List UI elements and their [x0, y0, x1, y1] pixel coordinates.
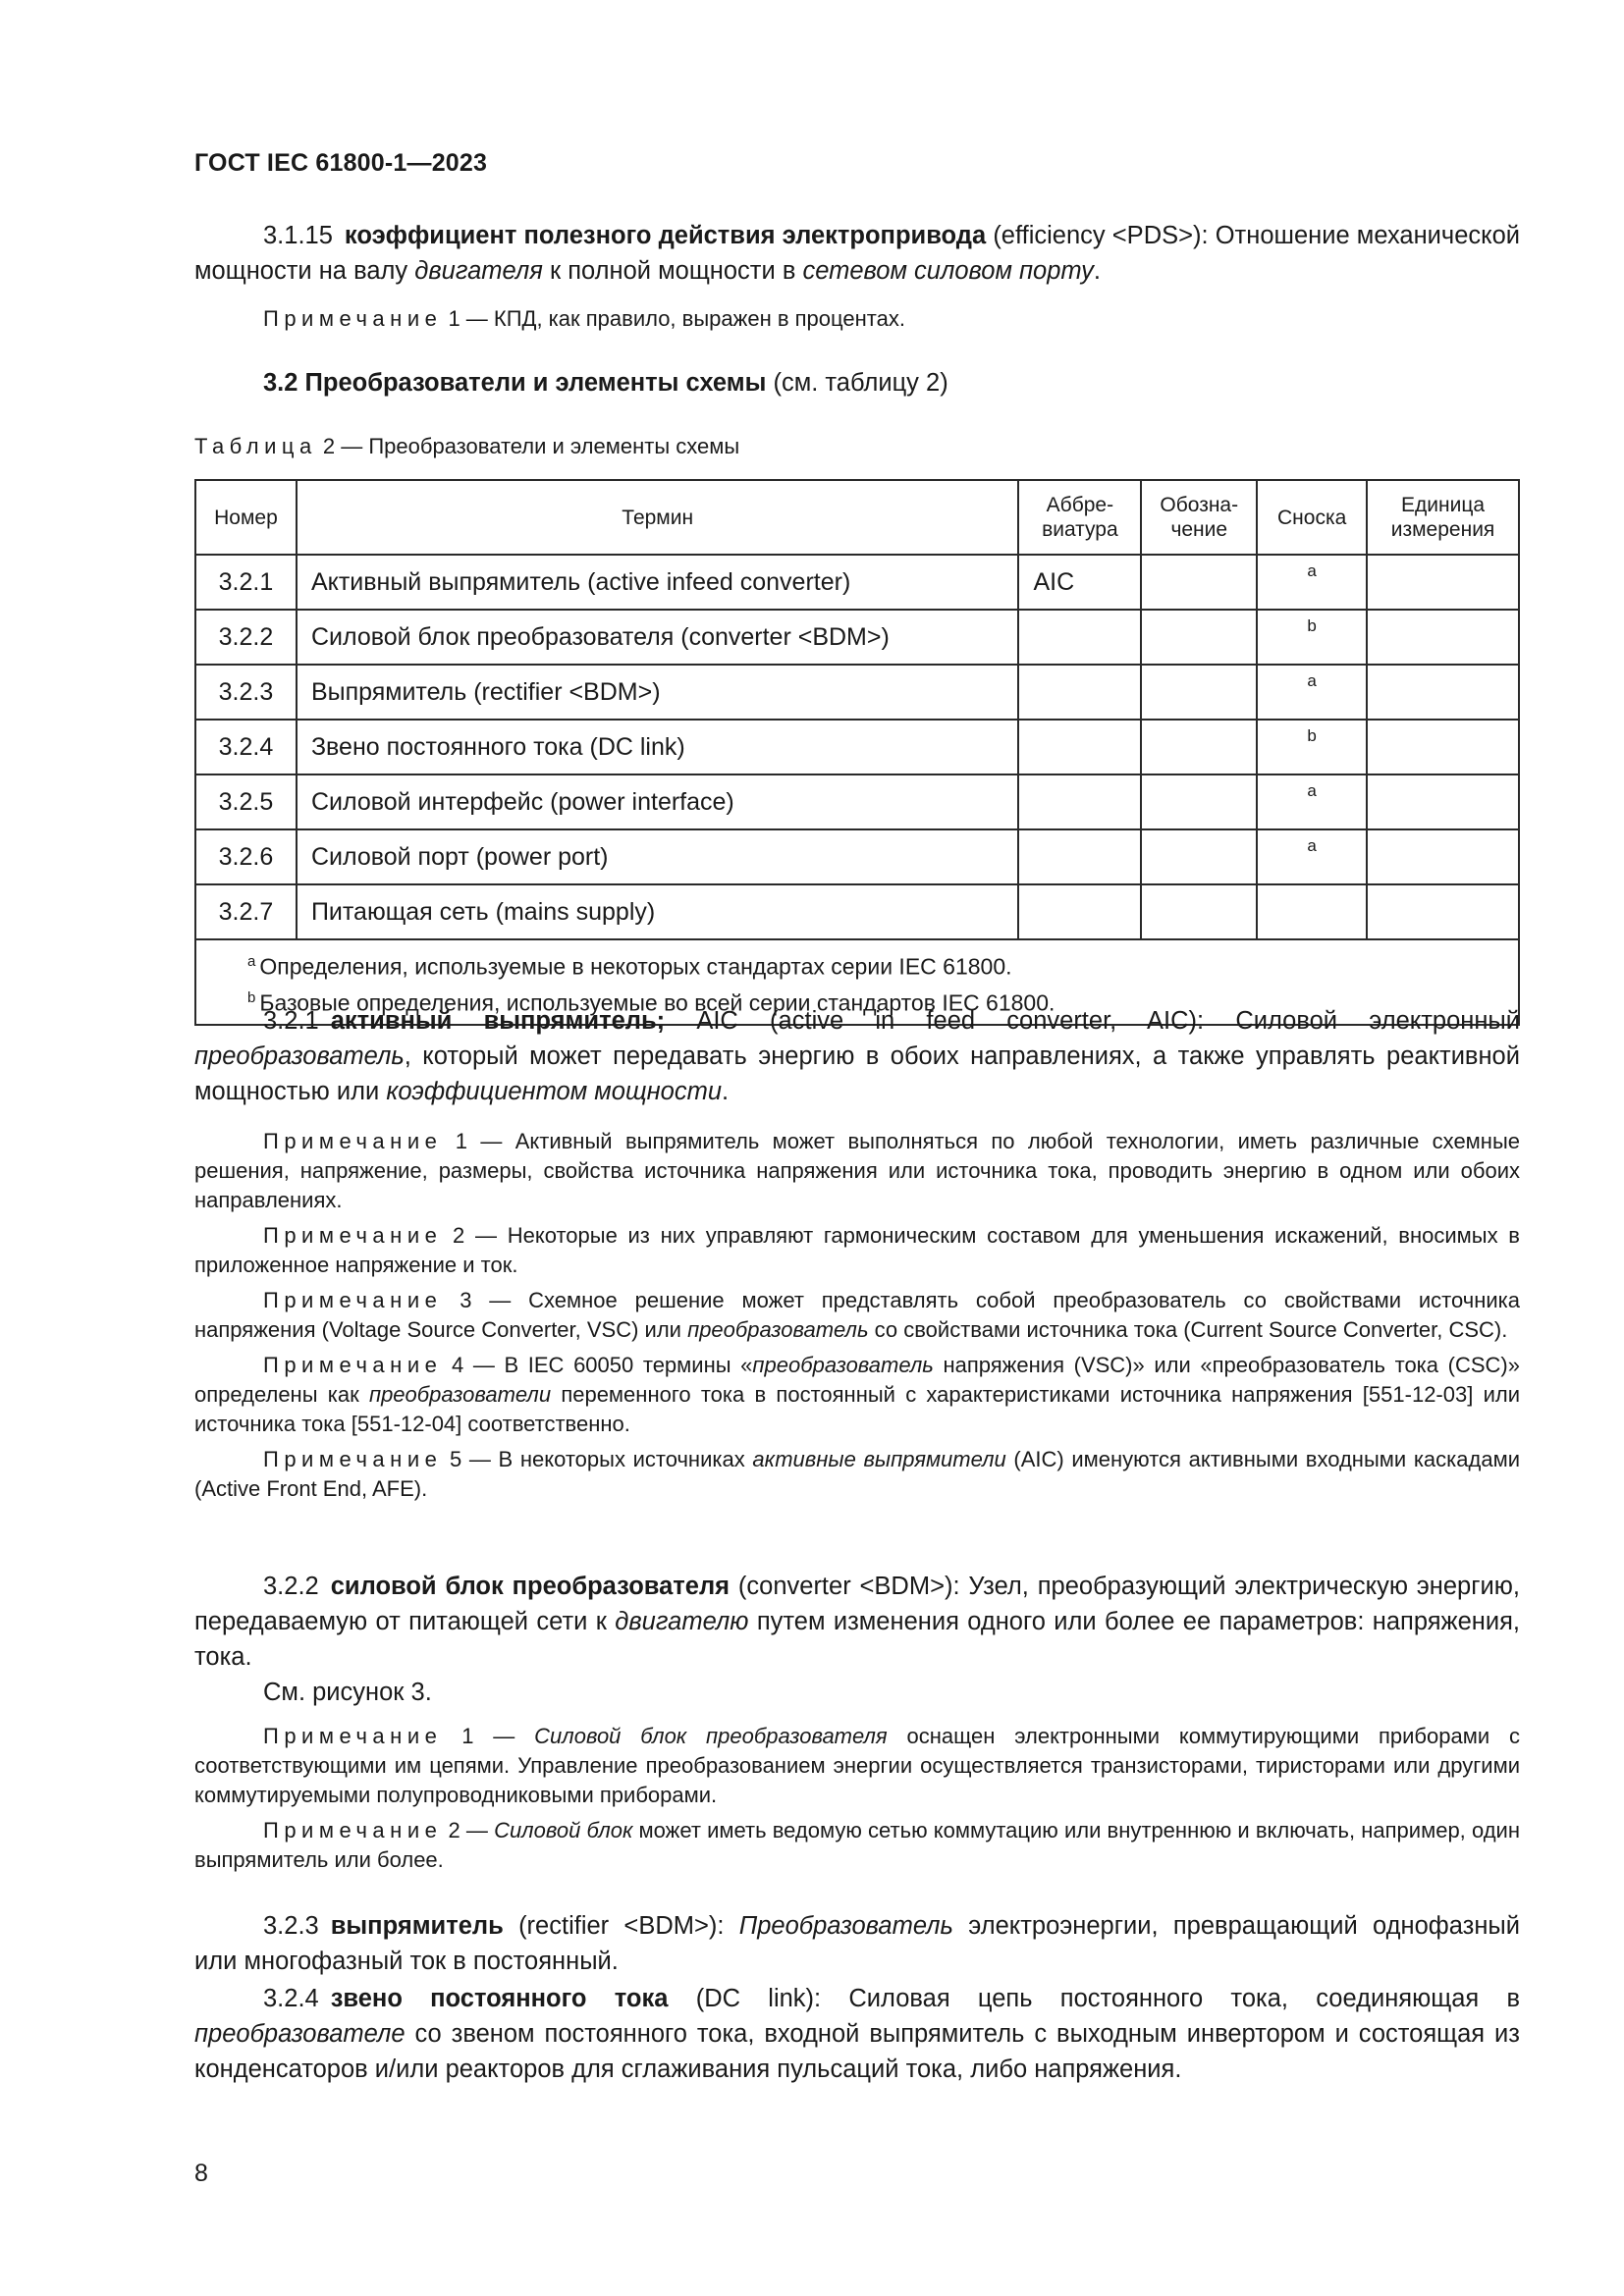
- clause-text: .: [722, 1078, 730, 1105]
- note-text: 2 —: [442, 1818, 495, 1842]
- clause-term: выпрямитель: [330, 1912, 504, 1940]
- note-text: 2 — Некоторые из них управляют гармоническим составом для уменьшения искажений, вносимых в приложенное напряжение и ток.: [194, 1223, 1520, 1277]
- note-text: 4 — В IEC 60050 термины «: [442, 1353, 753, 1377]
- clause-italic: преобразователе: [194, 2020, 406, 2048]
- table-row: [195, 829, 1519, 884]
- note-text: со свойствами источника тока (Current Source Converter, CSC).: [868, 1317, 1508, 1342]
- clause-number: 3.1.15: [263, 222, 333, 249]
- clause-text: (converter <BDM>): Узел, преобразующий электрическую энергию, передаваемую от питающей сети к: [194, 1573, 1520, 1635]
- clause-3-2-1: [194, 1003, 1520, 1504]
- col-header-number: Номер: [195, 480, 297, 555]
- note-italic: Силовой блок преобразователя: [534, 1724, 888, 1748]
- cell-number: 3.2.4: [195, 720, 297, 774]
- cell-number: 3.2.5: [195, 774, 297, 829]
- note-text: 1 — Активный выпрямитель может выполняться по любой технологии, иметь различные схемные решения, напряжение, размеры, свойства источника напряжения или источника тока, проводить энергию в одном или обоих направлениях.: [194, 1129, 1520, 1212]
- table-header-row: [195, 480, 1519, 555]
- clause-number: 3.2.1: [263, 1007, 319, 1035]
- cell-number: 3.2.6: [195, 829, 297, 884]
- note-label: Примечание: [263, 1724, 443, 1748]
- cell-footnote: a: [1257, 665, 1367, 720]
- cell-abbr: [1018, 720, 1141, 774]
- clause-italic: двигателя: [414, 257, 543, 285]
- clause-3-2-3-text: [194, 1908, 1520, 1979]
- footnote-mark: a: [247, 953, 256, 970]
- clause-3-1-15: [194, 218, 1520, 334]
- note-italic: преобразователь: [687, 1317, 869, 1342]
- cell-unit: [1367, 774, 1519, 829]
- note-text: 5 — В некоторых источниках: [442, 1447, 753, 1471]
- note-text: 3 — Схемное решение может представлять собой преобразователь со свойствами источника напряжения (Voltage Source Converter, VSC) или: [194, 1288, 1520, 1342]
- cell-unit: [1367, 720, 1519, 774]
- note-text: оснащен электронными коммутирующими приборами с соответствующими им цепями. Управление преобразованием энергии осуществляется транзисторами, тиристорами или другими коммутируемыми полупроводниковыми приборами.: [194, 1724, 1521, 1807]
- note-5: [194, 1445, 1520, 1504]
- clause-text: электроэнергии, превращающий однофазный или многофазный ток в постоянный.: [194, 1912, 1520, 1975]
- cell-footnote: b: [1257, 610, 1367, 665]
- table-caption-label: Таблица: [194, 434, 317, 458]
- col-header-desig-l2: чение: [1170, 518, 1228, 541]
- cell-term: Силовой блок преобразователя (converter <BDM>): [297, 610, 1019, 665]
- cell-unit: [1367, 555, 1519, 610]
- cell-term: Питающая сеть (mains supply): [297, 884, 1019, 939]
- note-label: Примечание: [263, 1129, 443, 1153]
- note-label: Примечание: [263, 1447, 443, 1471]
- cell-number: 3.2.2: [195, 610, 297, 665]
- clause-number: 3.2.2: [263, 1573, 319, 1600]
- section-ref: (см. таблицу 2): [766, 369, 948, 397]
- cell-number: 3.2.1: [195, 555, 297, 610]
- note-text: напряжения (VSC)» или «преобразователь тока (CSC)» определены как: [194, 1353, 1520, 1407]
- cell-designation: [1141, 829, 1257, 884]
- clause-term: звено постоянного тока: [330, 1985, 669, 2012]
- cell-footnote: a: [1257, 829, 1367, 884]
- note-text: переменного тока в постоянный с характеристиками источника напряжения [551-12-03] или источника тока [551-12-04] соответственно.: [194, 1382, 1520, 1436]
- clause-italic: коэффициентом мощности: [386, 1078, 723, 1105]
- clause-text: , который может передавать энергию в обоих направлениях, а также управлять реактивной мощностью или: [194, 1042, 1520, 1105]
- cell-designation: [1141, 720, 1257, 774]
- clause-italic: преобразователь: [194, 1042, 405, 1070]
- note-italic: Силовой блок: [494, 1818, 633, 1842]
- table-row: [195, 610, 1519, 665]
- clause-term: силовой блок преобразователя: [330, 1573, 731, 1600]
- table-row: [195, 884, 1519, 939]
- page-number: 8: [194, 2160, 208, 2187]
- clause-term: коэффициент полезного действия электропривода: [344, 222, 987, 249]
- cell-term: Силовой интерфейс (power interface): [297, 774, 1019, 829]
- cell-footnote: a: [1257, 555, 1367, 610]
- clause-3-2-3: [194, 1908, 1520, 1979]
- note-label: Примечание: [263, 1288, 443, 1312]
- table-row: [195, 665, 1519, 720]
- col-header-abbr: [1018, 480, 1141, 555]
- cell-term: Силовой порт (power port): [297, 829, 1019, 884]
- clause-number: 3.2.3: [263, 1912, 319, 1940]
- table-footnote: [247, 946, 1518, 983]
- clause-text: .: [1093, 257, 1101, 285]
- clause-3-2-1-text: [194, 1003, 1520, 1109]
- clause-italic: сетевом силовом порту: [802, 257, 1094, 285]
- col-header-abbr-l2: виатура: [1042, 518, 1118, 541]
- cell-designation: [1141, 665, 1257, 720]
- clause-3-2-4: [194, 1981, 1520, 2087]
- footnote-mark: b: [247, 988, 256, 1006]
- col-header-term: Термин: [297, 480, 1019, 555]
- standard-header: ГОСТ IEC 61800-1—2023: [194, 149, 488, 177]
- table-row: [195, 720, 1519, 774]
- cell-abbr: [1018, 665, 1141, 720]
- note-1: [194, 1127, 1520, 1215]
- note-text: 1 — КПД, как правило, выражен в процентах.: [442, 306, 905, 331]
- cell-footnote: b: [1257, 720, 1367, 774]
- clause-3-2-2: [194, 1569, 1520, 1875]
- clause-text: (DC link): Силовая цепь постоянного тока, соединяющая в: [668, 1985, 1520, 2012]
- cell-number: 3.2.3: [195, 665, 297, 720]
- section-title: 3.2 Преобразователи и элементы схемы: [263, 369, 767, 397]
- clause-text: (rectifier <BDM>):: [503, 1912, 739, 1940]
- col-header-unit-l1: Единица: [1401, 494, 1486, 516]
- note-italic: активные выпрямители: [752, 1447, 1006, 1471]
- terms-table: [194, 479, 1520, 1026]
- clause-text: (efficiency <PDS>): Отношение механической мощности на валу: [194, 222, 1521, 285]
- note-label: Примечание: [263, 1353, 443, 1377]
- clause-3-2-4-text: [194, 1981, 1520, 2087]
- clause-see-figure: См. рисунок 3.: [263, 1679, 432, 1706]
- cell-abbr: [1018, 774, 1141, 829]
- cell-term: Выпрямитель (rectifier <BDM>): [297, 665, 1019, 720]
- note-2: [194, 1221, 1520, 1280]
- clause-text: AIC (active in feed converter, AIC): Силовой электронный: [665, 1007, 1520, 1035]
- note-italic: преобразователи: [368, 1382, 552, 1407]
- note-4: [194, 1351, 1520, 1439]
- note-label: Примечание: [263, 1818, 443, 1842]
- note-1: [194, 1722, 1520, 1810]
- note-2: [194, 1816, 1520, 1875]
- note-3-1-15: [194, 304, 1520, 334]
- footnote-text: Базовые определения, используемые во всей серии стандартов IEC 61800.: [259, 989, 1056, 1016]
- note-label: Примечание: [263, 1223, 443, 1248]
- cell-abbr: AIC: [1018, 555, 1141, 610]
- clause-3-2-2-text: [194, 1569, 1520, 1675]
- cell-footnote: [1257, 884, 1367, 939]
- clause-3-1-15-text: [194, 218, 1520, 289]
- cell-designation: [1141, 774, 1257, 829]
- clause-text: путем изменения одного или более ее параметров: напряжения, тока.: [194, 1608, 1520, 1671]
- cell-unit: [1367, 610, 1519, 665]
- note-italic: преобразователь: [752, 1353, 934, 1377]
- cell-term: Активный выпрямитель (active infeed converter): [297, 555, 1019, 610]
- footnote-text: Определения, используемые в некоторых стандартах серии IEC 61800.: [259, 953, 1012, 980]
- clause-number: 3.2.4: [263, 1985, 319, 2012]
- table-caption: [194, 434, 739, 459]
- note-text: может иметь ведомую сетью коммутацию или внутреннюю и включать, например, один выпрямитель или более.: [194, 1818, 1520, 1872]
- cell-unit: [1367, 829, 1519, 884]
- cell-unit: [1367, 665, 1519, 720]
- note-text: (AIC) именуются активными входными каскадами (Active Front End, AFE).: [194, 1447, 1520, 1501]
- cell-designation: [1141, 884, 1257, 939]
- col-header-unit-l2: измерения: [1390, 518, 1495, 541]
- table-row: [195, 774, 1519, 829]
- cell-designation: [1141, 610, 1257, 665]
- clause-text: к полной мощности в: [542, 257, 803, 285]
- cell-abbr: [1018, 829, 1141, 884]
- col-header-designation: [1141, 480, 1257, 555]
- cell-unit: [1367, 884, 1519, 939]
- note-label: Примечание: [263, 306, 443, 331]
- clause-italic: двигателю: [615, 1608, 749, 1635]
- col-header-unit: [1367, 480, 1519, 555]
- clause-term: активный выпрямитель;: [330, 1007, 666, 1035]
- cell-designation: [1141, 555, 1257, 610]
- cell-number: 3.2.7: [195, 884, 297, 939]
- table-caption-text: 2 — Преобразователи и элементы схемы: [316, 434, 740, 458]
- section-3-2: [194, 365, 1520, 400]
- cell-abbr: [1018, 884, 1141, 939]
- col-header-abbr-l1: Аббре-: [1046, 494, 1114, 516]
- clause-italic: Преобразователь: [738, 1912, 953, 1940]
- col-header-desig-l1: Обозна-: [1160, 494, 1239, 516]
- clause-text: со звеном постоянного тока, входной выпрямитель с выходным инвертором и состоящая из конденсаторов и/или реакторов для сглаживания пульсаций тока, либо напряжения.: [194, 2020, 1520, 2083]
- cell-term: Звено постоянного тока (DC link): [297, 720, 1019, 774]
- section-heading: [194, 365, 1520, 400]
- col-header-footnote: Сноска: [1257, 480, 1367, 555]
- table-row: [195, 555, 1519, 610]
- note-text: 1 —: [442, 1724, 535, 1748]
- cell-abbr: [1018, 610, 1141, 665]
- note-3: [194, 1286, 1520, 1345]
- cell-footnote: a: [1257, 774, 1367, 829]
